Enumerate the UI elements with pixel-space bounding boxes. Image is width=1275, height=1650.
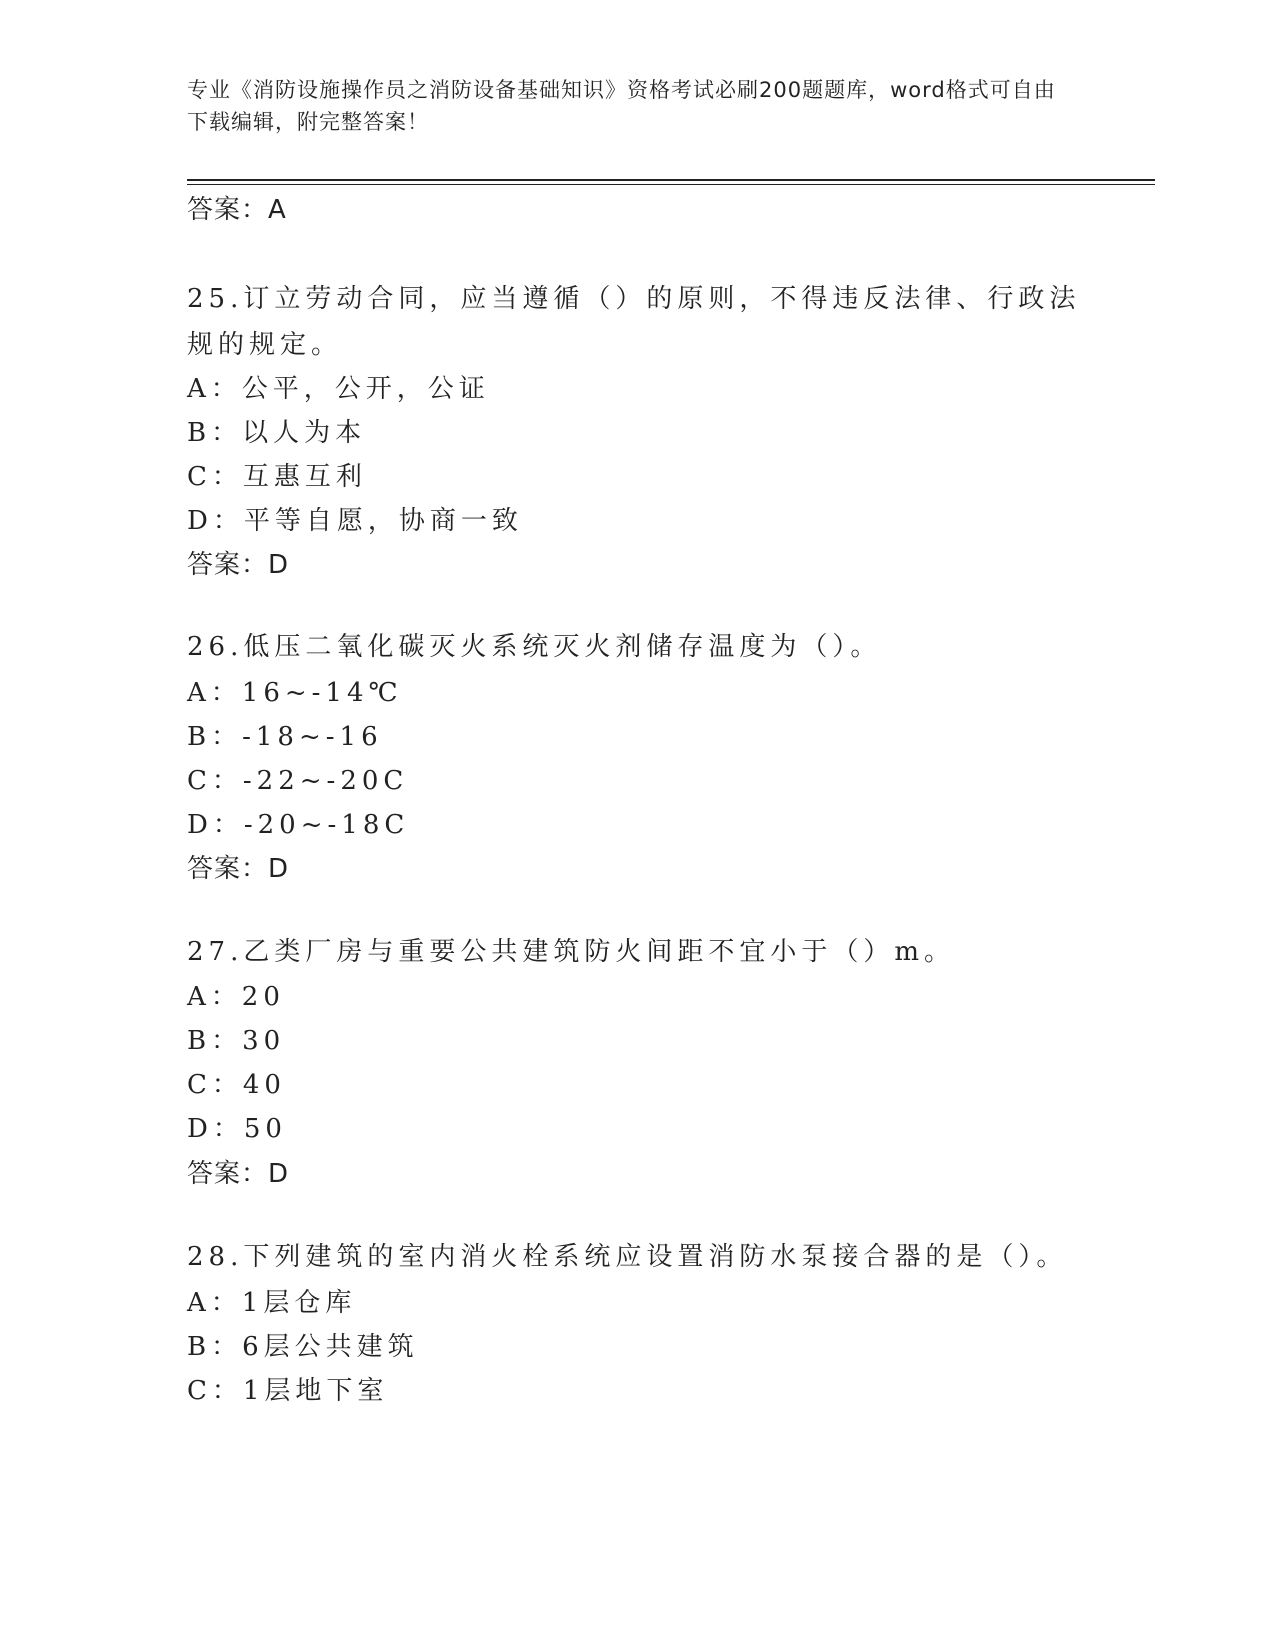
question-26-option-d: D：-20~-18C xyxy=(187,810,410,840)
question-25-option-b: B：以人为本 xyxy=(187,418,367,448)
question-27-option-d: D：50 xyxy=(187,1114,287,1144)
question-26-option-a: A：16~-14℃ xyxy=(187,678,403,708)
answer-27: 答案：D xyxy=(187,1159,290,1189)
question-28-stem: 28.下列建筑的室内消火栓系统应设置消防水泵接合器的是（）。 xyxy=(187,1242,1068,1272)
question-25-option-c: C：互惠互利 xyxy=(187,462,367,492)
question-27-stem: 27.乙类厂房与重要公共建筑防火间距不宜小于（）m。 xyxy=(187,937,956,967)
question-26-option-b: B：-18~-16 xyxy=(187,722,383,752)
question-25-stem: 25.订立劳动合同，应当遵循（）的原则，不得违反法律、行政法规的规定。 xyxy=(187,284,1081,360)
answer-26: 答案：D xyxy=(187,854,290,884)
question-27-option-c: C：40 xyxy=(187,1070,286,1100)
question-28-option-b: B：6层公共建筑 xyxy=(187,1332,419,1362)
question-27-option-b: B：30 xyxy=(187,1026,286,1056)
question-26-stem: 26.低压二氧化碳灭火系统灭火剂储存温度为（）。 xyxy=(187,632,882,662)
question-28-option-a: A：1层仓库 xyxy=(187,1288,357,1318)
answer-25: 答案：D xyxy=(187,550,290,580)
question-26-option-c: C：-22~-20C xyxy=(187,766,409,796)
question-28-option-c: C：1层地下室 xyxy=(187,1376,389,1406)
document-intro: 专业《消防设施操作员之消防设备基础知识》资格考试必刷200题题库，word格式可自由下载编辑，附完整答案！ xyxy=(187,78,1056,134)
answer-24: 答案：A xyxy=(187,195,287,225)
header-divider-thin xyxy=(187,184,1155,185)
question-25-option-a: A：公平，公开，公证 xyxy=(187,374,490,404)
question-25-option-d: D：平等自愿，协商一致 xyxy=(187,506,523,536)
question-27-option-a: A：20 xyxy=(187,982,285,1012)
header-divider-thick xyxy=(187,179,1155,181)
